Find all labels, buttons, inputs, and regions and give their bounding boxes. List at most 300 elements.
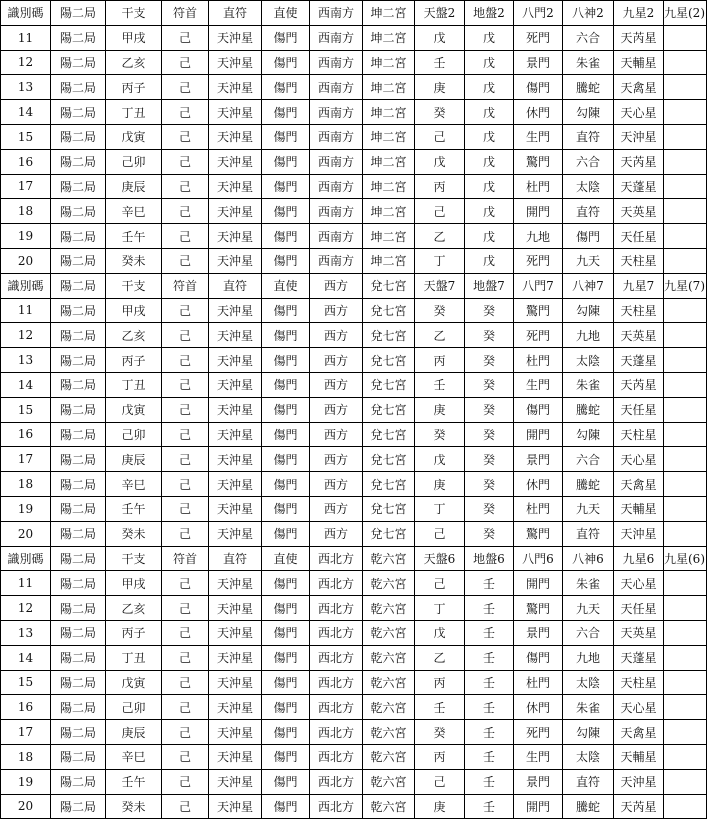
cell-fushou: 己 <box>162 25 209 50</box>
cell-id: 15 <box>1 397 51 422</box>
cell-tianpan: 癸 <box>415 298 465 323</box>
cell-bashen: 勾陳 <box>563 720 614 745</box>
cell-bamen: 休門 <box>514 472 563 497</box>
cell-ju: 陽二局 <box>51 496 106 521</box>
cell-palace: 乾六宮 <box>363 645 415 670</box>
cell-jiuxing: 天心星 <box>614 695 664 720</box>
table-row <box>1 348 707 373</box>
cell-dipan: 癸 <box>465 496 514 521</box>
cell-fushou: 己 <box>162 174 209 199</box>
cell-direction: 西北方 <box>310 645 363 670</box>
cell-ju: 陽二局 <box>51 472 106 497</box>
cell-ganzhi: 丙子 <box>106 620 162 645</box>
header-cell-palace: 乾六宮 <box>363 546 415 571</box>
cell-jiuxing: 天蓬星 <box>614 645 664 670</box>
cell-ju: 陽二局 <box>51 720 106 745</box>
cell-zhishi: 傷門 <box>262 695 310 720</box>
cell-dipan: 癸 <box>465 397 514 422</box>
cell-zhifu: 天沖星 <box>209 521 262 546</box>
header-cell-jiuxing-extra: 九星(7) <box>664 273 707 298</box>
cell-jiuxing: 天任星 <box>614 224 664 249</box>
cell-zhishi: 傷門 <box>262 620 310 645</box>
cell-zhishi: 傷門 <box>262 50 310 75</box>
cell-jiuxing-extra <box>664 720 707 745</box>
cell-id: 20 <box>1 248 51 273</box>
cell-direction: 西方 <box>310 298 363 323</box>
cell-zhishi: 傷門 <box>262 124 310 149</box>
cell-fushou: 己 <box>162 447 209 472</box>
cell-jiuxing: 天柱星 <box>614 422 664 447</box>
cell-ganzhi: 庚辰 <box>106 174 162 199</box>
cell-bamen: 傷門 <box>514 75 563 100</box>
cell-direction: 西南方 <box>310 25 363 50</box>
cell-ganzhi: 丙子 <box>106 75 162 100</box>
table-row <box>1 50 707 75</box>
cell-id: 13 <box>1 348 51 373</box>
cell-jiuxing-extra <box>664 472 707 497</box>
header-cell-direction: 西南方 <box>310 1 363 26</box>
cell-id: 20 <box>1 521 51 546</box>
cell-dipan: 戊 <box>465 199 514 224</box>
cell-direction: 西方 <box>310 521 363 546</box>
cell-dipan: 癸 <box>465 323 514 348</box>
table-row <box>1 25 707 50</box>
cell-dipan: 壬 <box>465 695 514 720</box>
cell-direction: 西南方 <box>310 174 363 199</box>
header-cell-direction: 西方 <box>310 273 363 298</box>
cell-direction: 西北方 <box>310 744 363 769</box>
cell-zhishi: 傷門 <box>262 496 310 521</box>
cell-zhifu: 天沖星 <box>209 695 262 720</box>
cell-jiuxing: 天沖星 <box>614 124 664 149</box>
cell-tianpan: 己 <box>415 199 465 224</box>
cell-zhifu: 天沖星 <box>209 769 262 794</box>
cell-jiuxing-extra <box>664 75 707 100</box>
cell-ju: 陽二局 <box>51 174 106 199</box>
cell-tianpan: 壬 <box>415 50 465 75</box>
cell-jiuxing-extra <box>664 521 707 546</box>
cell-jiuxing-extra <box>664 248 707 273</box>
cell-bamen: 景門 <box>514 620 563 645</box>
cell-fushou: 己 <box>162 571 209 596</box>
table-row <box>1 794 707 819</box>
cell-zhifu: 天沖星 <box>209 744 262 769</box>
cell-bamen: 開門 <box>514 422 563 447</box>
cell-palace: 乾六宮 <box>363 620 415 645</box>
cell-jiuxing-extra <box>664 124 707 149</box>
cell-tianpan: 壬 <box>415 695 465 720</box>
cell-fushou: 己 <box>162 149 209 174</box>
cell-bamen: 傷門 <box>514 397 563 422</box>
table-body <box>1 1 707 819</box>
cell-bamen: 開門 <box>514 571 563 596</box>
cell-bamen: 九地 <box>514 224 563 249</box>
cell-bamen: 景門 <box>514 447 563 472</box>
cell-direction: 西北方 <box>310 794 363 819</box>
cell-zhifu: 天沖星 <box>209 100 262 125</box>
header-cell-ganzhi: 干支 <box>106 1 162 26</box>
table-row <box>1 447 707 472</box>
cell-bashen: 騰蛇 <box>563 75 614 100</box>
cell-jiuxing-extra <box>664 447 707 472</box>
cell-dipan: 壬 <box>465 596 514 621</box>
cell-ju: 陽二局 <box>51 50 106 75</box>
cell-id: 18 <box>1 472 51 497</box>
cell-jiuxing: 天柱星 <box>614 670 664 695</box>
header-cell-bashen: 八神2 <box>563 1 614 26</box>
cell-bashen: 九地 <box>563 323 614 348</box>
cell-zhishi: 傷門 <box>262 348 310 373</box>
cell-zhifu: 天沖星 <box>209 25 262 50</box>
cell-dipan: 戊 <box>465 100 514 125</box>
cell-tianpan: 癸 <box>415 720 465 745</box>
cell-bamen: 開門 <box>514 199 563 224</box>
cell-direction: 西南方 <box>310 199 363 224</box>
cell-palace: 乾六宮 <box>363 794 415 819</box>
cell-dipan: 癸 <box>465 521 514 546</box>
table-row <box>1 472 707 497</box>
cell-zhifu: 天沖星 <box>209 124 262 149</box>
cell-zhishi: 傷門 <box>262 769 310 794</box>
cell-ganzhi: 戊寅 <box>106 670 162 695</box>
cell-id: 18 <box>1 199 51 224</box>
cell-bamen: 驚門 <box>514 596 563 621</box>
cell-bamen: 死門 <box>514 323 563 348</box>
cell-fushou: 己 <box>162 75 209 100</box>
cell-zhishi: 傷門 <box>262 372 310 397</box>
cell-bashen: 太陰 <box>563 174 614 199</box>
cell-tianpan: 乙 <box>415 645 465 670</box>
cell-dipan: 癸 <box>465 372 514 397</box>
cell-fushou: 己 <box>162 248 209 273</box>
header-cell-ganzhi: 干支 <box>106 273 162 298</box>
cell-ganzhi: 丁丑 <box>106 372 162 397</box>
cell-jiuxing: 天禽星 <box>614 472 664 497</box>
cell-zhishi: 傷門 <box>262 422 310 447</box>
cell-dipan: 癸 <box>465 447 514 472</box>
cell-ganzhi: 己卯 <box>106 422 162 447</box>
cell-ju: 陽二局 <box>51 695 106 720</box>
cell-direction: 西方 <box>310 323 363 348</box>
cell-zhifu: 天沖星 <box>209 571 262 596</box>
cell-id: 12 <box>1 323 51 348</box>
cell-tianpan: 庚 <box>415 397 465 422</box>
header-cell-zhishi: 直使 <box>262 546 310 571</box>
header-cell-palace: 兌七宮 <box>363 273 415 298</box>
cell-fushou: 己 <box>162 100 209 125</box>
cell-zhifu: 天沖星 <box>209 174 262 199</box>
header-cell-palace: 坤二宮 <box>363 1 415 26</box>
cell-direction: 西南方 <box>310 124 363 149</box>
cell-ganzhi: 癸未 <box>106 521 162 546</box>
cell-dipan: 戊 <box>465 25 514 50</box>
cell-dipan: 戊 <box>465 224 514 249</box>
cell-bamen: 傷門 <box>514 645 563 670</box>
cell-palace: 坤二宮 <box>363 174 415 199</box>
header-cell-id: 識別碼 <box>1 546 51 571</box>
cell-fushou: 己 <box>162 348 209 373</box>
header-cell-jiuxing: 九星7 <box>614 273 664 298</box>
cell-jiuxing: 天英星 <box>614 199 664 224</box>
cell-fushou: 己 <box>162 769 209 794</box>
cell-ganzhi: 己卯 <box>106 149 162 174</box>
cell-direction: 西北方 <box>310 571 363 596</box>
cell-jiuxing-extra <box>664 25 707 50</box>
cell-palace: 坤二宮 <box>363 199 415 224</box>
cell-palace: 乾六宮 <box>363 720 415 745</box>
cell-id: 12 <box>1 50 51 75</box>
cell-zhifu: 天沖星 <box>209 248 262 273</box>
header-cell-bashen: 八神6 <box>563 546 614 571</box>
table-row <box>1 744 707 769</box>
cell-zhishi: 傷門 <box>262 174 310 199</box>
cell-jiuxing-extra <box>664 397 707 422</box>
cell-direction: 西北方 <box>310 695 363 720</box>
table-row <box>1 224 707 249</box>
cell-palace: 兌七宮 <box>363 323 415 348</box>
table-row <box>1 124 707 149</box>
cell-jiuxing-extra <box>664 348 707 373</box>
cell-jiuxing-extra <box>664 670 707 695</box>
cell-ganzhi: 丙子 <box>106 348 162 373</box>
table-row <box>1 149 707 174</box>
cell-palace: 兌七宮 <box>363 521 415 546</box>
cell-dipan: 戊 <box>465 248 514 273</box>
cell-id: 15 <box>1 124 51 149</box>
cell-bashen: 勾陳 <box>563 100 614 125</box>
cell-palace: 乾六宮 <box>363 744 415 769</box>
cell-ganzhi: 乙亥 <box>106 323 162 348</box>
cell-tianpan: 乙 <box>415 323 465 348</box>
header-cell-jiuxing-extra: 九星(6) <box>664 546 707 571</box>
cell-ju: 陽二局 <box>51 224 106 249</box>
cell-bamen: 杜門 <box>514 174 563 199</box>
cell-fushou: 己 <box>162 695 209 720</box>
cell-bashen: 騰蛇 <box>563 397 614 422</box>
cell-palace: 乾六宮 <box>363 695 415 720</box>
cell-direction: 西南方 <box>310 100 363 125</box>
cell-jiuxing-extra <box>664 744 707 769</box>
cell-palace: 兌七宮 <box>363 348 415 373</box>
cell-zhifu: 天沖星 <box>209 50 262 75</box>
cell-direction: 西方 <box>310 372 363 397</box>
header-cell-bamen: 八門6 <box>514 546 563 571</box>
cell-ganzhi: 甲戌 <box>106 25 162 50</box>
cell-ganzhi: 壬午 <box>106 496 162 521</box>
cell-zhifu: 天沖星 <box>209 75 262 100</box>
header-cell-zhifu: 直符 <box>209 1 262 26</box>
cell-zhifu: 天沖星 <box>209 348 262 373</box>
cell-bashen: 太陰 <box>563 670 614 695</box>
header-cell-tianpan: 天盤7 <box>415 273 465 298</box>
header-cell-zhifu: 直符 <box>209 273 262 298</box>
cell-ganzhi: 甲戌 <box>106 298 162 323</box>
cell-fushou: 己 <box>162 744 209 769</box>
cell-bamen: 生門 <box>514 744 563 769</box>
cell-jiuxing-extra <box>664 149 707 174</box>
cell-dipan: 癸 <box>465 298 514 323</box>
cell-bashen: 朱雀 <box>563 372 614 397</box>
cell-id: 17 <box>1 720 51 745</box>
cell-palace: 兌七宮 <box>363 397 415 422</box>
cell-ju: 陽二局 <box>51 348 106 373</box>
cell-direction: 西南方 <box>310 75 363 100</box>
table-row <box>1 199 707 224</box>
cell-jiuxing-extra <box>664 372 707 397</box>
cell-dipan: 壬 <box>465 620 514 645</box>
cell-zhishi: 傷門 <box>262 25 310 50</box>
cell-direction: 西南方 <box>310 50 363 75</box>
cell-fushou: 己 <box>162 124 209 149</box>
header-cell-fushou: 符首 <box>162 273 209 298</box>
cell-fushou: 己 <box>162 50 209 75</box>
cell-ju: 陽二局 <box>51 149 106 174</box>
cell-ganzhi: 辛巳 <box>106 472 162 497</box>
table-row <box>1 521 707 546</box>
cell-bashen: 九天 <box>563 248 614 273</box>
cell-id: 11 <box>1 298 51 323</box>
cell-palace: 乾六宮 <box>363 670 415 695</box>
cell-zhifu: 天沖星 <box>209 620 262 645</box>
table-row <box>1 248 707 273</box>
cell-palace: 坤二宮 <box>363 124 415 149</box>
cell-jiuxing: 天輔星 <box>614 496 664 521</box>
cell-zhishi: 傷門 <box>262 75 310 100</box>
cell-palace: 兌七宮 <box>363 298 415 323</box>
cell-bamen: 休門 <box>514 695 563 720</box>
table-row <box>1 645 707 670</box>
cell-ganzhi: 甲戌 <box>106 571 162 596</box>
cell-jiuxing: 天沖星 <box>614 521 664 546</box>
cell-id: 11 <box>1 25 51 50</box>
cell-dipan: 癸 <box>465 348 514 373</box>
cell-tianpan: 戊 <box>415 149 465 174</box>
cell-zhishi: 傷門 <box>262 744 310 769</box>
cell-jiuxing: 天蓬星 <box>614 348 664 373</box>
cell-palace: 兌七宮 <box>363 372 415 397</box>
cell-id: 19 <box>1 769 51 794</box>
header-cell-id: 識別碼 <box>1 273 51 298</box>
cell-ju: 陽二局 <box>51 100 106 125</box>
cell-zhifu: 天沖星 <box>209 323 262 348</box>
cell-jiuxing: 天任星 <box>614 397 664 422</box>
cell-bashen: 勾陳 <box>563 422 614 447</box>
cell-ju: 陽二局 <box>51 521 106 546</box>
cell-tianpan: 己 <box>415 769 465 794</box>
cell-zhifu: 天沖星 <box>209 199 262 224</box>
cell-ju: 陽二局 <box>51 199 106 224</box>
cell-direction: 西方 <box>310 422 363 447</box>
cell-jiuxing-extra <box>664 571 707 596</box>
cell-ju: 陽二局 <box>51 744 106 769</box>
cell-ju: 陽二局 <box>51 571 106 596</box>
cell-ju: 陽二局 <box>51 323 106 348</box>
table-row <box>1 769 707 794</box>
cell-zhifu: 天沖星 <box>209 397 262 422</box>
cell-id: 11 <box>1 571 51 596</box>
cell-zhifu: 天沖星 <box>209 794 262 819</box>
cell-tianpan: 己 <box>415 521 465 546</box>
cell-jiuxing: 天輔星 <box>614 50 664 75</box>
table-row <box>1 695 707 720</box>
header-cell-dipan: 地盤7 <box>465 273 514 298</box>
cell-zhishi: 傷門 <box>262 670 310 695</box>
cell-bamen: 開門 <box>514 794 563 819</box>
cell-fushou: 己 <box>162 372 209 397</box>
cell-jiuxing: 天蓬星 <box>614 174 664 199</box>
cell-tianpan: 己 <box>415 571 465 596</box>
cell-jiuxing: 天心星 <box>614 447 664 472</box>
cell-palace: 兌七宮 <box>363 472 415 497</box>
cell-jiuxing: 天芮星 <box>614 25 664 50</box>
cell-direction: 西北方 <box>310 720 363 745</box>
cell-ju: 陽二局 <box>51 372 106 397</box>
cell-palace: 坤二宮 <box>363 50 415 75</box>
cell-ganzhi: 庚辰 <box>106 447 162 472</box>
cell-jiuxing: 天芮星 <box>614 794 664 819</box>
cell-zhishi: 傷門 <box>262 100 310 125</box>
cell-ganzhi: 辛巳 <box>106 199 162 224</box>
header-cell-zhifu: 直符 <box>209 546 262 571</box>
cell-jiuxing-extra <box>664 199 707 224</box>
cell-direction: 西南方 <box>310 224 363 249</box>
table-row <box>1 422 707 447</box>
cell-direction: 西北方 <box>310 596 363 621</box>
cell-palace: 兌七宮 <box>363 496 415 521</box>
cell-id: 13 <box>1 75 51 100</box>
cell-ju: 陽二局 <box>51 422 106 447</box>
cell-bamen: 驚門 <box>514 521 563 546</box>
table-row <box>1 620 707 645</box>
cell-palace: 坤二宮 <box>363 75 415 100</box>
cell-fushou: 己 <box>162 224 209 249</box>
cell-tianpan: 戊 <box>415 25 465 50</box>
cell-id: 17 <box>1 174 51 199</box>
cell-bashen: 太陰 <box>563 744 614 769</box>
header-cell-tianpan: 天盤2 <box>415 1 465 26</box>
cell-zhishi: 傷門 <box>262 720 310 745</box>
cell-tianpan: 己 <box>415 124 465 149</box>
cell-bamen: 杜門 <box>514 348 563 373</box>
cell-jiuxing-extra <box>664 100 707 125</box>
cell-zhifu: 天沖星 <box>209 645 262 670</box>
cell-ju: 陽二局 <box>51 670 106 695</box>
cell-jiuxing-extra <box>664 298 707 323</box>
table-row <box>1 372 707 397</box>
cell-fushou: 己 <box>162 422 209 447</box>
cell-bamen: 驚門 <box>514 298 563 323</box>
cell-zhishi: 傷門 <box>262 645 310 670</box>
cell-tianpan: 庚 <box>415 794 465 819</box>
cell-palace: 乾六宮 <box>363 596 415 621</box>
header-cell-dipan: 地盤2 <box>465 1 514 26</box>
header-cell-jiuxing-extra: 九星(2) <box>664 1 707 26</box>
cell-zhishi: 傷門 <box>262 571 310 596</box>
cell-bamen: 杜門 <box>514 670 563 695</box>
cell-ju: 陽二局 <box>51 298 106 323</box>
header-row <box>1 273 707 298</box>
header-cell-ganzhi: 干支 <box>106 546 162 571</box>
cell-bashen: 九地 <box>563 645 614 670</box>
cell-ju: 陽二局 <box>51 25 106 50</box>
cell-dipan: 壬 <box>465 720 514 745</box>
cell-bamen: 生門 <box>514 124 563 149</box>
cell-tianpan: 癸 <box>415 422 465 447</box>
cell-dipan: 壬 <box>465 670 514 695</box>
cell-bamen: 死門 <box>514 720 563 745</box>
cell-ju: 陽二局 <box>51 769 106 794</box>
cell-ju: 陽二局 <box>51 397 106 422</box>
